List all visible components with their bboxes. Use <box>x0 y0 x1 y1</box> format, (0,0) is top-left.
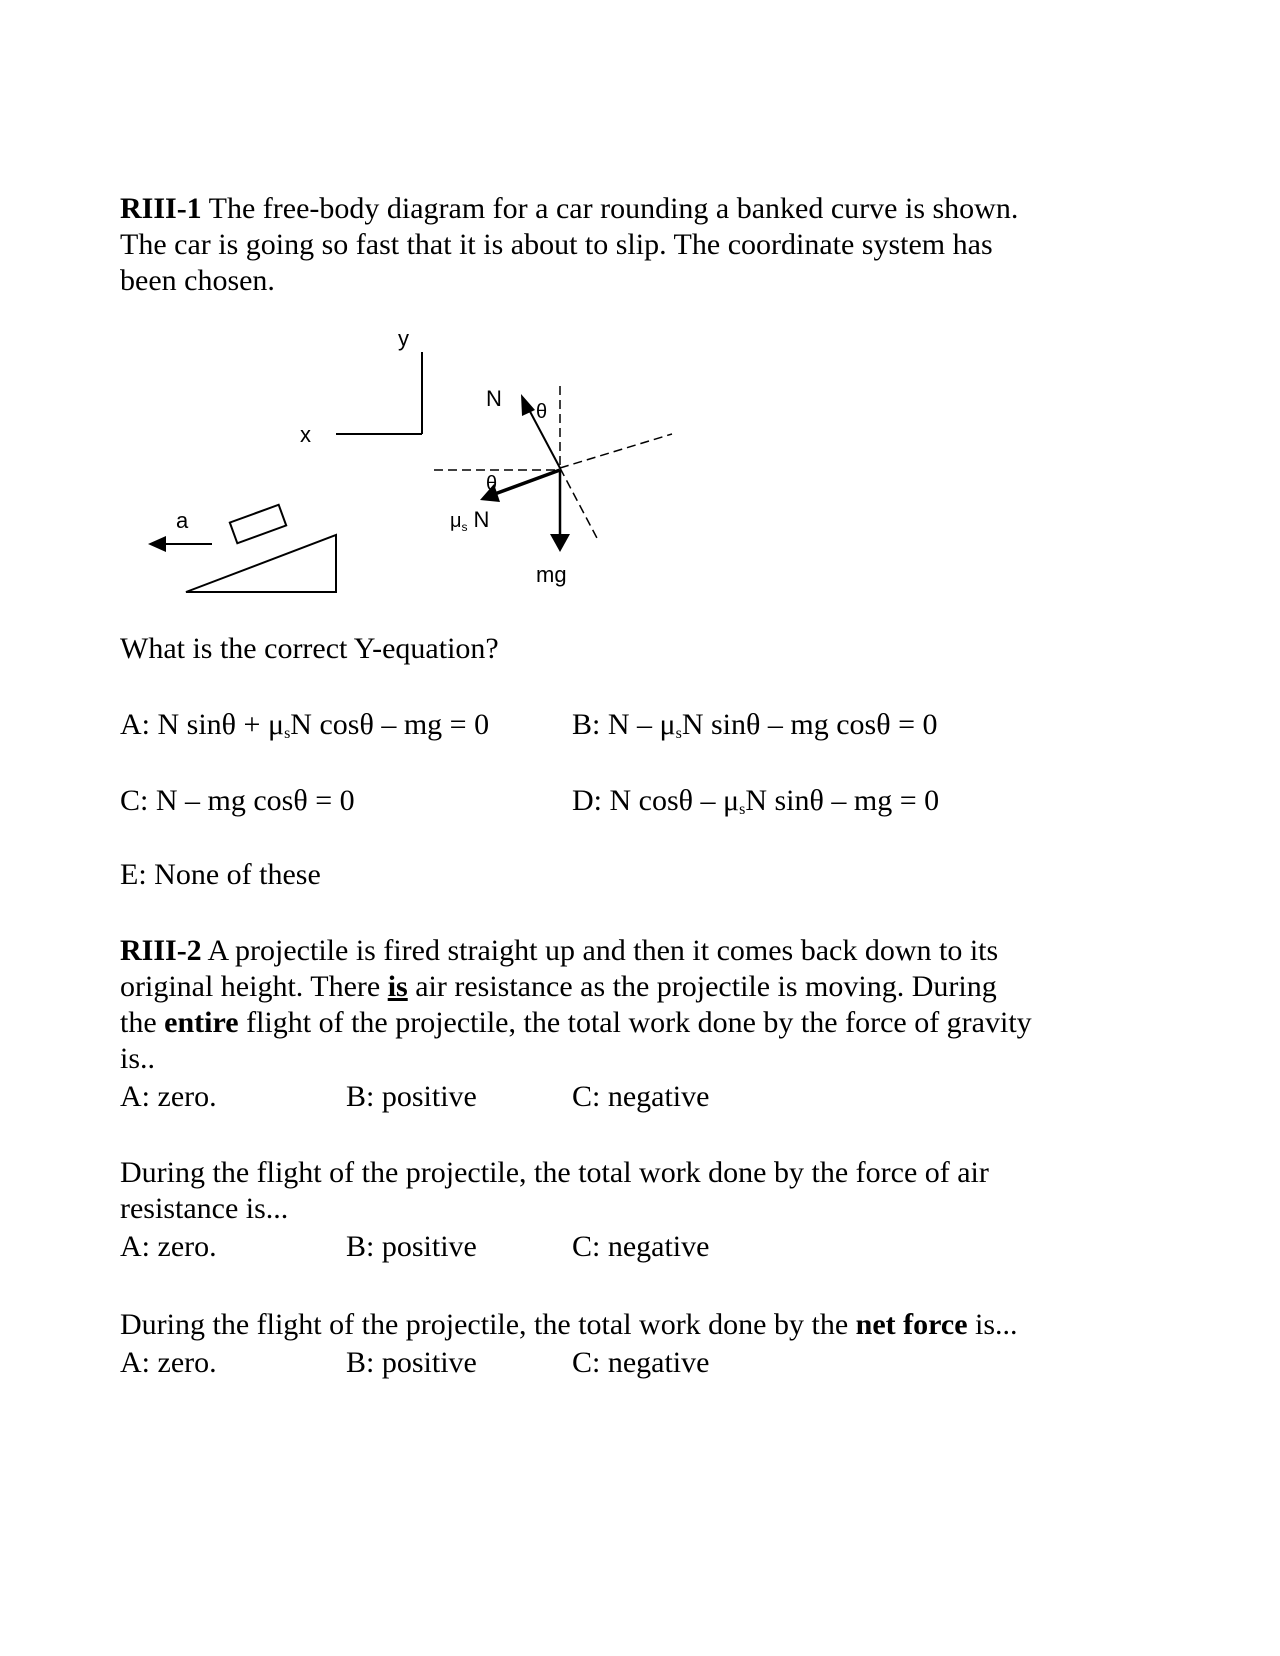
label-theta-mid: θ <box>486 473 498 495</box>
q2c-line1: During the flight of the projectile, the total work done by the net force is... <box>120 1308 1018 1341</box>
label-y: y <box>398 330 409 351</box>
q1-option-b[interactable]: B: N – $\mu_sN$ sinθ – mg cosθ = 0 <box>572 708 938 742</box>
label-x: x <box>300 422 311 447</box>
q1-option-d[interactable]: D: N cosθ – $\mu_sN$ sinθ – mg = 0 <box>572 784 940 818</box>
q2a-option-c[interactable]: C: negative <box>572 1080 710 1113</box>
label-N: N <box>486 386 502 411</box>
q2b-option-b[interactable]: B: positive <box>346 1230 477 1263</box>
normal-force-arrowhead <box>521 394 535 416</box>
q1-option-a[interactable]: A: N $\sin\theta + \mu_sN$ cosθ – mg = 0 <box>120 708 490 742</box>
label-mg: mg <box>536 562 567 587</box>
free-body-diagram <box>0 330 1280 620</box>
q2a-option-b[interactable]: B: positive <box>346 1080 477 1113</box>
q2b-option-a[interactable]: A: zero. <box>120 1230 217 1263</box>
gravity-arrowhead <box>550 534 570 552</box>
q1-question: What is the correct Y-equation? <box>120 632 499 665</box>
acceleration-arrowhead <box>148 536 166 552</box>
q1-intro-line3: been chosen. <box>120 264 275 297</box>
q2-label: RIII-2 <box>120 934 202 967</box>
q1-option-c[interactable]: C: N – mg cosθ = 0 <box>120 784 355 817</box>
dashed-tilted-axis <box>560 434 672 468</box>
q2c-option-b[interactable]: B: positive <box>346 1346 477 1379</box>
q1-intro-line2: The car is going so fast that it is about to slip. The coordinate system has <box>120 228 993 261</box>
friction-force-arrow <box>492 470 560 495</box>
q1-label: RIII-1 <box>120 192 202 225</box>
q2-line3: the entire flight of the projectile, the total work done by the force of gravity <box>120 1006 1032 1039</box>
q1-intro-line1: RIII-1 The free-body diagram for a car rounding a banked curve is shown. <box>120 192 1019 225</box>
car-block <box>230 505 286 543</box>
q2c-option-c[interactable]: C: negative <box>572 1346 710 1379</box>
q2c-option-a[interactable]: A: zero. <box>120 1346 217 1379</box>
q2-line2: original height. There is air resistance as the projectile is moving. During <box>120 970 997 1003</box>
q1-option-e[interactable]: E: None of these <box>120 858 321 891</box>
label-mu: $\mu_s$ N <box>450 507 490 534</box>
dashed-normal-extension <box>560 468 598 540</box>
q2b-line2: resistance is... <box>120 1192 289 1225</box>
q2a-option-a[interactable]: A: zero. <box>120 1080 217 1113</box>
label-theta-top: θ <box>536 401 548 423</box>
q2b-line1: During the flight of the projectile, the total work done by the force of air <box>120 1156 989 1189</box>
q2b-option-c[interactable]: C: negative <box>572 1230 710 1263</box>
label-a: a <box>176 508 189 533</box>
q2-line4: is.. <box>120 1042 156 1075</box>
q2-line1: RIII-2 A projectile is fired straight up and then it comes back down to its <box>120 934 999 967</box>
